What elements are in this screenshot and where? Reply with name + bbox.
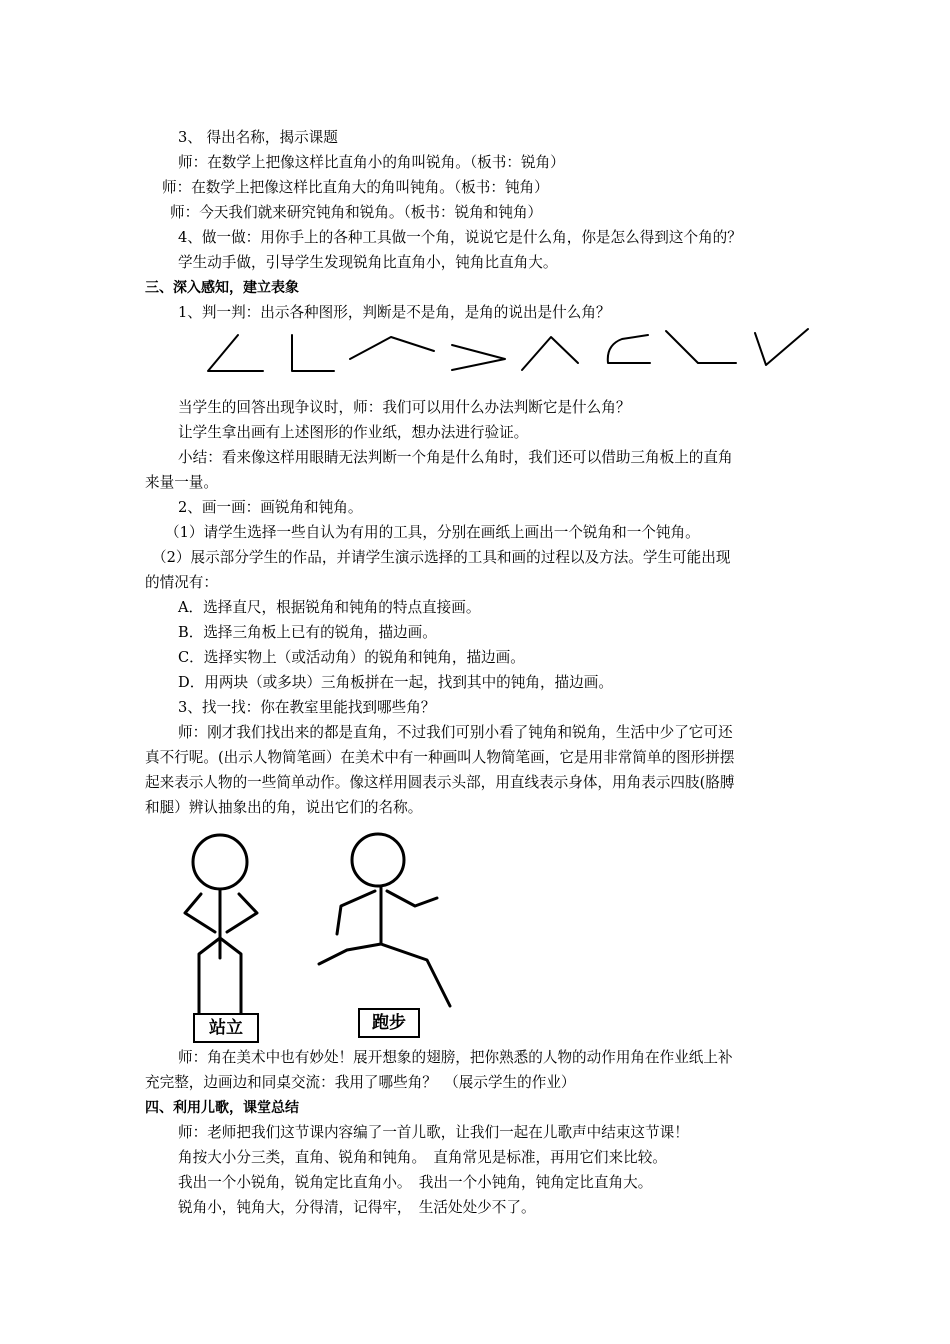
text-line: 4、做一做：用你手上的各种工具做一个角，说说它是什么角，你是怎么得到这个角的？ [178, 229, 742, 246]
running-left-leg [319, 944, 381, 964]
text-line: 师：在数学上把像这样比直角小的角叫锐角。（板书：锐角） [178, 154, 565, 171]
section-heading: 四、利用儿歌，课堂总结 [145, 1100, 299, 1116]
text-line: 3、找一找：你在教室里能找到哪些角？ [178, 699, 436, 716]
angle-figure-2 [292, 335, 334, 371]
running-label: 跑步 [358, 1008, 420, 1038]
text-line: 小结：看来像这样用眼睛无法判断一个角是什么角时，我们还可以借助三角板上的直角 [178, 449, 733, 466]
text-line: 锐角小，钝角大，分得清，记得牢， 生活处处少不了。 [178, 1199, 536, 1216]
running-head [352, 834, 404, 886]
text-line: 师：老师把我们这节课内容编了一首儿歌，让我们一起在儿歌声中结束这节课！ [178, 1124, 689, 1141]
angle-figure-6 [608, 335, 650, 363]
text-line: A．选择直尺，根据锐角和钝角的特点直接画。 [178, 599, 481, 616]
text-line: （1）请学生选择一些自认为有用的工具，分别在画纸上画出一个锐角和一个钝角。 [165, 524, 700, 541]
text-line: 2、画一画：画锐角和钝角。 [178, 499, 363, 516]
section-heading: 三、深入感知，建立表象 [145, 280, 299, 296]
text-line: 1、判一判：出示各种图形，判断是不是角，是角的说出是什么角？ [178, 304, 611, 321]
text-line: 师：刚才我们找出来的都是直角，不过我们可别小看了钝角和锐角，生活中少了它可还 [178, 724, 733, 741]
text-line: 当学生的回答出现争议时，师：我们可以用什么办法判断它是什么角？ [178, 399, 631, 416]
text-line: （2）展示部分学生的作品，并请学生演示选择的工具和画的过程以及方法。学生可能出现 [152, 549, 731, 566]
text-line: 让学生拿出画有上述图形的作业纸，想办法进行验证。 [178, 424, 529, 441]
text-line: 充完整，边画边和同桌交流：我用了哪些角？ （展示学生的作业） [145, 1074, 576, 1091]
standing-right-leg [220, 938, 241, 1018]
text-line: B．选择三角板上已有的锐角，描边画。 [178, 624, 437, 641]
text-line: 的情况有： [145, 574, 218, 591]
angle-figure-7 [666, 331, 736, 363]
angle-figure-8 [755, 329, 808, 365]
text-line: 我出一个小锐角，锐角定比直角小。 我出一个小钝角，钝角定比直角大。 [178, 1174, 653, 1191]
standing-label: 站立 [193, 1013, 259, 1043]
text-line: 师：在数学上把像这样比直角大的角叫钝角。（板书：钝角） [162, 179, 549, 196]
text-line: C．选择实物上（或活动角）的锐角和钝角，描边画。 [178, 649, 525, 666]
angle-figures [0, 325, 950, 385]
text-line: 学生动手做，引导学生发现锐角比直角小，钝角比直角大。 [178, 254, 558, 271]
text-line: D．用两块（或多块）三角板拼在一起，找到其中的钝角，描边画。 [178, 674, 613, 691]
text-line: 角按大小分三类，直角、锐角和钝角。 直角常见是标准，再用它们来比较。 [178, 1149, 667, 1166]
text-line: 起来表示人物的一些简单动作。像这样用圆表示头部，用直线表示身体，用角表示四肢(胳膊 [145, 774, 735, 791]
standing-left-arm [185, 894, 215, 932]
stick-figures-illustration [175, 828, 475, 1028]
text-line: 真不行呢。(出示人物简笔画）在美术中有一种画叫人物简笔画，它是用非常简单的图形拼摆 [145, 749, 735, 766]
text-line: 3、 得出名称，揭示课题 [178, 129, 338, 146]
running-left-arm [337, 891, 375, 934]
angle-figure-3 [350, 337, 434, 359]
text-line: 师：今天我们就来研究钝角和锐角。（板书：锐角和钝角） [170, 204, 543, 221]
text-line: 和腿）辨认抽象出的角，说出它们的名称。 [145, 799, 423, 816]
standing-right-arm [227, 894, 257, 932]
running-right-arm [387, 891, 437, 906]
angle-figure-4 [452, 345, 505, 370]
running-right-leg [381, 944, 450, 1006]
text-line: 师：角在美术中也有妙处！展开想象的翅膀，把你熟悉的人物的动作用角在作业纸上补 [178, 1049, 733, 1066]
standing-left-leg [199, 938, 220, 1018]
angle-figure-5 [522, 337, 578, 370]
standing-head [193, 835, 247, 889]
angle-figure-1 [208, 335, 263, 371]
text-line: 来量一量。 [145, 474, 218, 491]
